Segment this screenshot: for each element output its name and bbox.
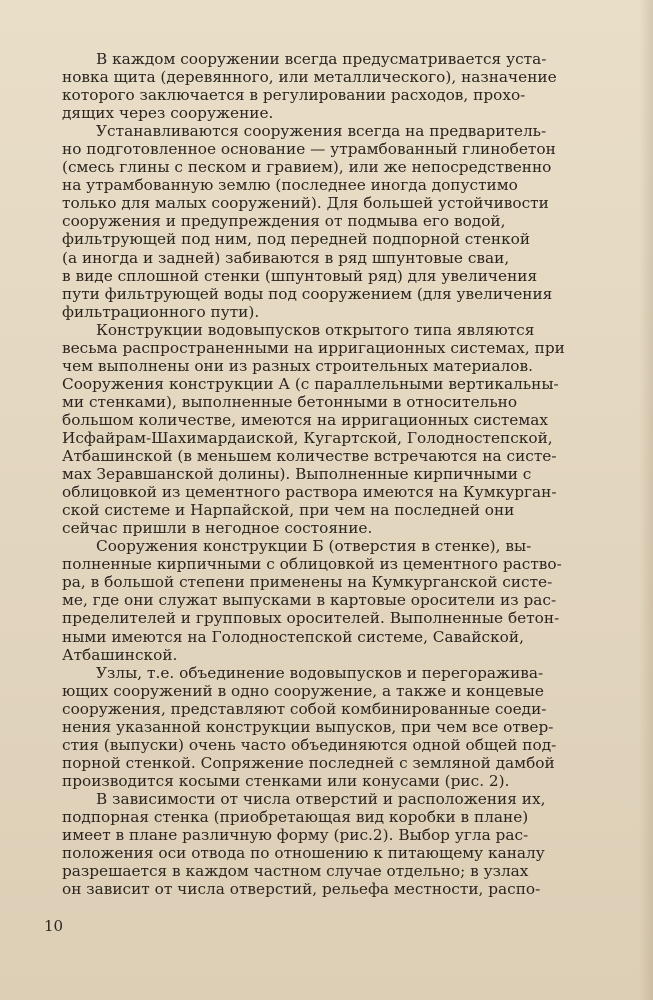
paragraph <box>62 50 592 122</box>
text-line: ми стенками), выполненные бетонными в относительно <box>62 392 518 411</box>
text-line: Атбашинской. <box>62 645 178 664</box>
text-line: порной стенкой. Сопряжение последней с земляной дамбой <box>62 753 555 772</box>
page-number: 10 <box>44 917 64 935</box>
text-line: подпорная стенка (приобретающая вид коробки в плане) <box>62 807 529 826</box>
text-line: нения указанной конструкции выпусков, при чем все отвер- <box>62 717 554 736</box>
paragraph <box>62 122 592 321</box>
text-line: ющих сооружений в одно сооружение, а также и концевые <box>62 681 544 700</box>
text-line: производится косыми стенками или конусами (рис. 2). <box>62 771 510 790</box>
text-line: только для малых сооружений). Для большей устойчивости <box>62 194 549 213</box>
text-line: Устанавливаются сооружения всегда на предваритель- <box>96 122 547 141</box>
text-line: новка щита (деревянного, или металлического), назначение <box>62 68 557 87</box>
text-line: (смесь глины с песком и гравием), или же непосредственно <box>62 158 552 177</box>
text-line: он зависит от числа отверстий, рельефа местности, распо- <box>62 880 541 899</box>
text-line: Сооружения конструкции Б (отверстия в стенке), вы- <box>96 537 532 556</box>
text-line: сооружения, представляют собой комбинированные соеди- <box>62 699 547 718</box>
text-line: ме, где они служат выпусками в картовые оросители из рас- <box>62 591 557 610</box>
text-line: большом количестве, имеются на ирригационных системах <box>62 410 549 429</box>
text-line: сейчас пришли в негодное состояние. <box>62 519 373 538</box>
text-line: фильтрующей под ним, под передней подпорной стенкой <box>62 230 531 249</box>
text-line: В зависимости от числа отверстий и расположения их, <box>96 789 546 808</box>
text-line: имеет в плане различную форму (рис.2). Выбор угла рас- <box>62 826 529 845</box>
text-line: дящих через сооружение. <box>62 104 274 123</box>
text-line: Исфайрам-Шахимардаиской, Кугартской, Голодностепской, <box>62 428 553 447</box>
text-line: фильтрационного пути). <box>62 302 260 321</box>
text-line: Сооружения конструкции А (с параллельными вертикальны- <box>62 374 559 393</box>
text-line: на утрамбованную землю (последнее иногда допустимо <box>62 176 518 195</box>
text-line: но подготовленное основание — утрамбованный глинобетон <box>62 140 556 159</box>
text-line: Атбашинской (в меньшем количестве встречаются на систе- <box>62 447 557 466</box>
text-line: Конструкции водовыпусков открытого типа являются <box>96 320 535 339</box>
paragraph <box>62 664 592 790</box>
paragraph <box>62 321 592 538</box>
body-text <box>62 50 592 898</box>
text-line: ской системе и Нарпайской, при чем на последней они <box>62 501 515 520</box>
text-line: Узлы, т.е. объединение водовыпусков и перегоражива- <box>96 663 544 682</box>
page-edge-shadow <box>639 0 653 1000</box>
text-line: пути фильтрующей воды под сооружением (для увеличения <box>62 284 553 303</box>
text-line: сооружения и предупреждения от подмыва его водой, <box>62 212 506 231</box>
text-line: чем выполнены они из разных строительных материалов. <box>62 356 533 375</box>
text-line: (а иногда и задней) забиваются в ряд шпунтовые сваи, <box>62 248 510 267</box>
text-line: мах Зеравшанской долины). Выполненные кирпичными с <box>62 465 532 484</box>
text-line: в виде сплошной стенки (шпунтовый ряд) для увеличения <box>62 266 538 285</box>
text-line: облицовкой из цементного раствора имеются на Кумкурган- <box>62 483 557 502</box>
paragraph <box>62 537 592 663</box>
text-line: которого заключается в регулировании расходов, прохо- <box>62 86 526 105</box>
text-line: В каждом сооружении всегда предусматривается уста- <box>96 50 547 68</box>
text-line: положения оси отвода по отношению к питающему каналу <box>62 844 545 863</box>
text-line: ра, в большой степени применены на Кумкурганской систе- <box>62 573 553 592</box>
text-line: стия (выпуски) очень часто объединяются одной общей под- <box>62 735 557 754</box>
text-line: полненные кирпичными с облицовкой из цементного раство- <box>62 555 562 574</box>
text-line: весьма распространенными на ирригационных системах, при <box>62 338 565 357</box>
text-line: ными имеются на Голодностепской системе, Савайской, <box>62 627 524 646</box>
text-line: разрешается в каждом частном случае отдельно; в узлах <box>62 862 529 881</box>
paragraph <box>62 790 592 898</box>
text-line: пределителей и групповых оросителей. Выполненные бетон- <box>62 609 560 628</box>
